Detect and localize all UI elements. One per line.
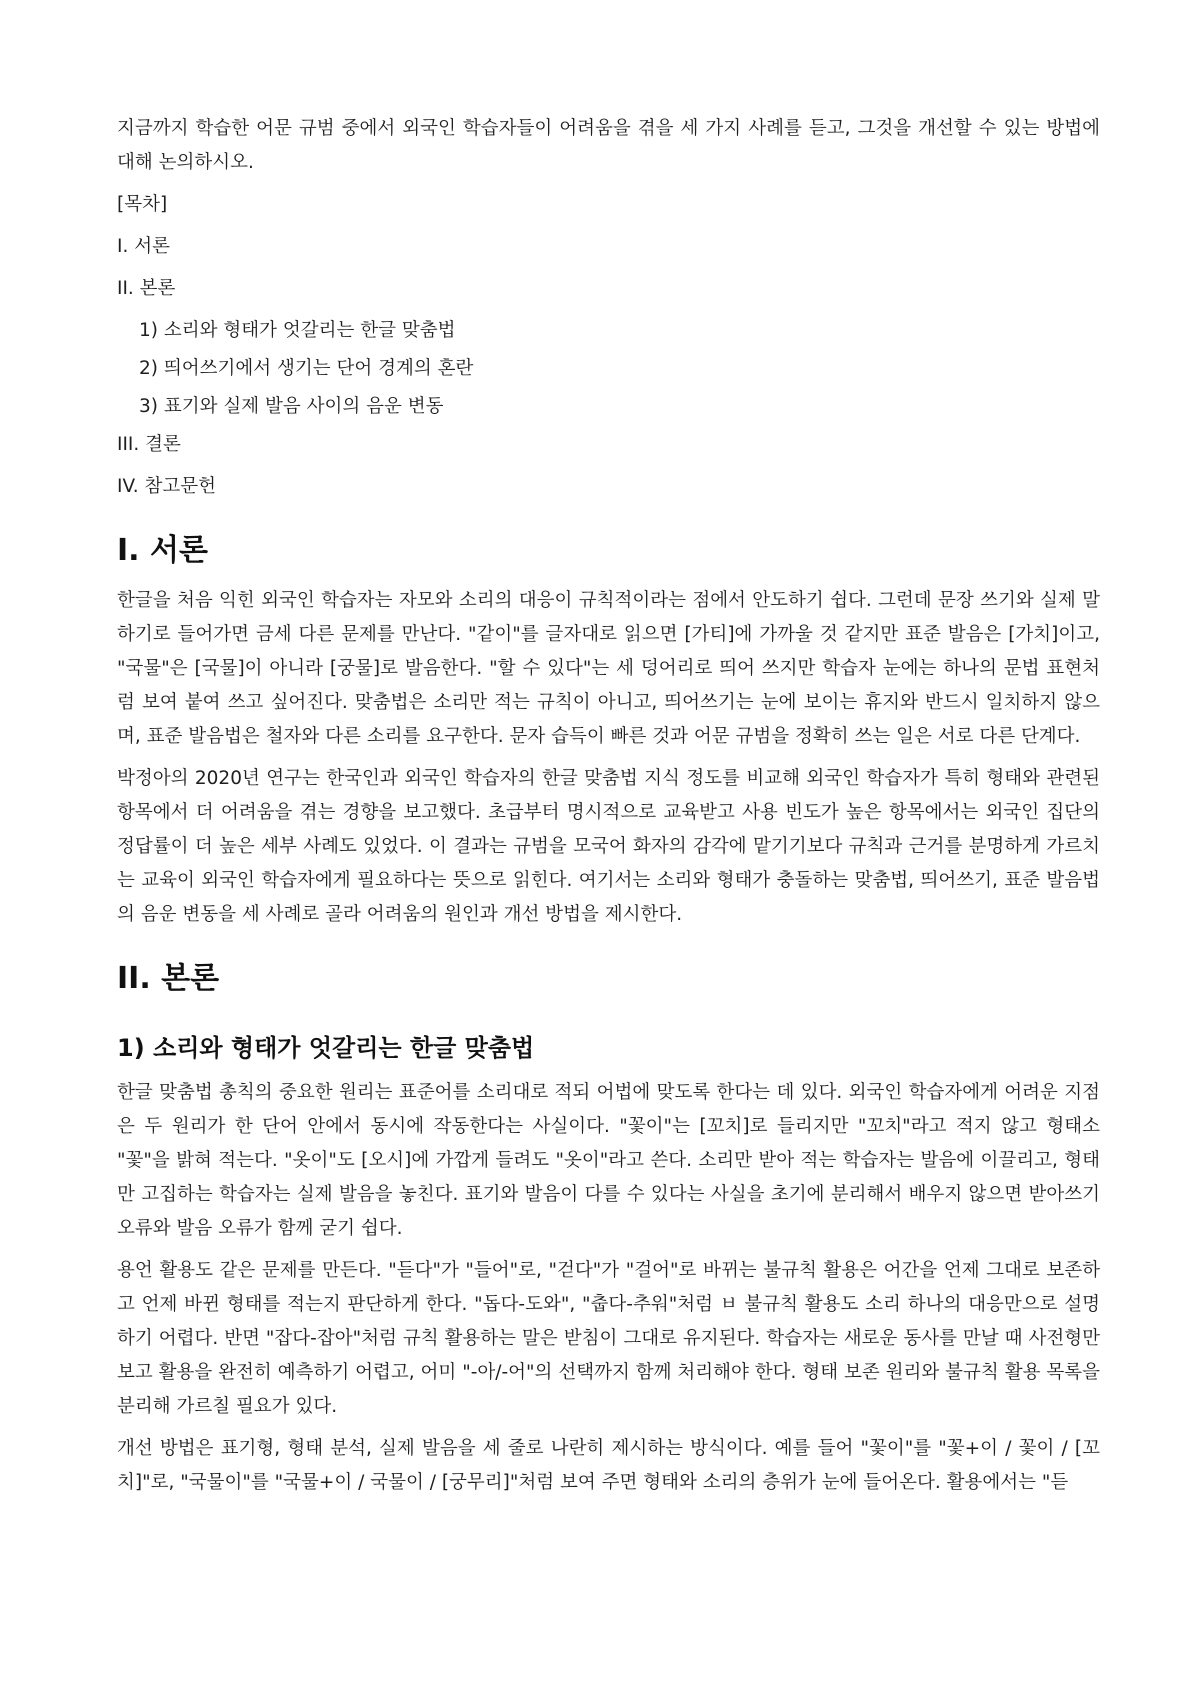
assignment-prompt: 지금까지 학습한 어문 규범 중에서 외국인 학습자들이 어려움을 겪을 세 가지 사례를 듣고, 그것을 개선할 수 있는 방법에 대해 논의하시오. — [117, 118, 1100, 173]
subsection-heading-1: 1) 소리와 형태가 엇갈리는 한글 맞춤법 — [117, 1034, 535, 1062]
toc-item-references: IV. 참고문헌 — [117, 476, 216, 497]
section-heading-body: II. 본론 — [117, 961, 220, 996]
body-paragraph: 한글 맞춤법 총칙의 중요한 원리는 표준어를 소리대로 적되 어법에 맞도록 한다는 데 있다. 외국인 학습자에게 어려운 지점은 두 원리가 한 단어 안에서 동시에 작동한다는 사실이다. "꽃이"는 [꼬치]로 들리지만 "꼬치"라고 적지 않고 형태소 "꽃"을 밝혀 적는다. "옷이"도 [오시]에 가깝게 들려도 "옷이"라고 쓴다. 소리만 받아 적는 학습자는 발음에 이끌리고, 형태만 고집하는 학습자는 실제 발음을 놓친다. 표기와 발음이 다를 수 있다는 사실을 초기에 분리해서 배우지 않으면 받아쓰기 오류와 발음 오류가 함께 굳기 쉽다. — [117, 1082, 1100, 1239]
body-paragraph: 개선 방법은 표기형, 형태 분석, 실제 발음을 세 줄로 나란히 제시하는 방식이다. 예를 들어 "꽃이"를 "꽃+이 / 꽃이 / [꼬치]"로, "국물이"를 "국물+이 / 국물이 / [궁무리]"처럼 보여 주면 형태와 소리의 층위가 눈에 들어온다. 활용에서는 "듣 — [117, 1438, 1100, 1493]
intro-paragraph: 한글을 처음 익힌 외국인 학습자는 자모와 소리의 대응이 규칙적이라는 점에서 안도하기 쉽다. 그런데 문장 쓰기와 실제 말하기로 들어가면 금세 다른 문제를 만난다. "같이"를 글자대로 읽으면 [가티]에 가까울 것 같지만 표준 발음은 [가치]이고, "국물"은 [국물]이 아니라 [궁물]로 발음한다. "할 수 있다"는 세 덩어리로 띄어 쓰지만 학습자 눈에는 하나의 문법 표현처럼 보여 붙여 쓰고 싶어진다. 맞춤법은 소리만 적는 규칙이 아니고, 띄어쓰기는 눈에 보이는 휴지와 반드시 일치하지 않으며, 표준 발음법은 철자와 다른 소리를 요구한다. 문자 습득이 빠른 것과 어문 규범을 정확히 쓰는 일은 서로 다른 단계다. — [117, 590, 1100, 747]
toc-item-conclusion: III. 결론 — [117, 434, 181, 455]
toc-subitem-1: 1) 소리와 형태가 엇갈리는 한글 맞춤법 — [139, 320, 456, 341]
toc-heading: [목차] — [117, 194, 168, 215]
toc-subitem-3: 3) 표기와 실제 발음 사이의 음운 변동 — [139, 396, 444, 417]
body-paragraph: 용언 활용도 같은 문제를 만든다. "듣다"가 "들어"로, "걷다"가 "걸어"로 바뀌는 불규칙 활용은 어간을 언제 그대로 보존하고 언제 바뀐 형태를 적는지 판단하게 한다. "돕다-도와", "춥다-추워"처럼 ㅂ 불규칙 활용도 소리 하나의 대응만으로 설명하기 어렵다. 반면 "잡다-잡아"처럼 규칙 활용하는 말은 받침이 그대로 유지된다. 학습자는 새로운 동사를 만날 때 사전형만 보고 활용을 완전히 예측하기 어렵고, 어미 "-아/-어"의 선택까지 함께 처리해야 한다. 형태 보존 원리와 불규칙 활용 목록을 분리해 가르칠 필요가 있다. — [117, 1260, 1100, 1417]
toc-item-intro: I. 서론 — [117, 236, 170, 257]
intro-paragraph: 박정아의 2020년 연구는 한국인과 외국인 학습자의 한글 맞춤법 지식 정도를 비교해 외국인 학습자가 특히 형태와 관련된 항목에서 더 어려움을 겪는 경향을 보고했다. 초급부터 명시적으로 교육받고 사용 빈도가 높은 항목에서는 외국인 집단의 정답률이 더 높은 세부 사례도 있었다. 이 결과는 규범을 모국어 화자의 감각에 맡기기보다 규칙과 근거를 분명하게 가르치는 교육이 외국인 학습자에게 필요하다는 뜻으로 읽힌다. 여기서는 소리와 형태가 충돌하는 맞춤법, 띄어쓰기, 표준 발음법의 음운 변동을 세 사례로 골라 어려움의 원인과 개선 방법을 제시한다. — [117, 768, 1100, 925]
toc-subitem-2: 2) 띄어쓰기에서 생기는 단어 경계의 혼란 — [139, 358, 474, 379]
toc-item-body: II. 본론 — [117, 278, 176, 299]
table-of-contents — [117, 188, 1100, 504]
section-heading-intro: I. 서론 — [117, 533, 208, 568]
